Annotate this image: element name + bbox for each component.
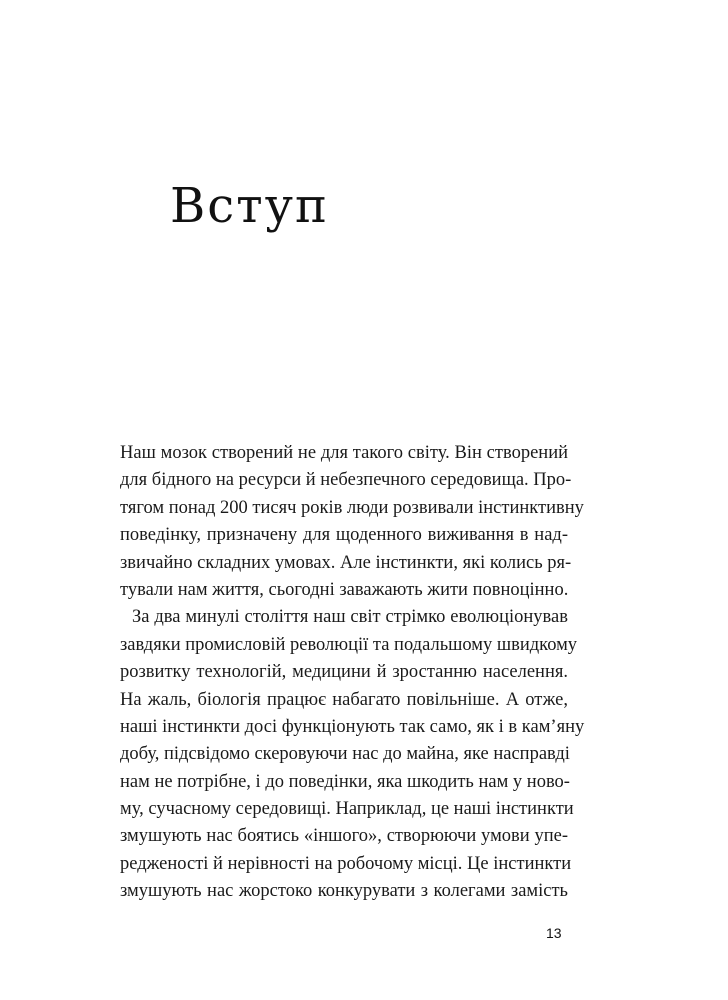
body-text	[120, 440, 585, 906]
text-line: поведінку, призначену для щоденного виживання в над-	[120, 525, 568, 546]
chapter-title: Вступ	[170, 178, 329, 234]
text-line: для бідного на ресурси й небезпечного середовища. Про-	[120, 470, 572, 491]
text-line: нам не потрібне, і до поведінки, яка шкодить нам у ново-	[120, 771, 570, 792]
text-line: наші інстинкти досі функціонують так само, як і в кам’яну	[120, 716, 585, 737]
text-line: розвитку технологій, медицини й зростанню населення.	[120, 662, 568, 683]
text-line: добу, підсвідомо скеровуючи нас до майна, яке насправді	[120, 744, 570, 765]
text-line: За два минулі століття наш світ стрімко еволюціонував	[132, 607, 568, 628]
text-line: змушують нас жорстоко конкурувати з колегами замість	[120, 881, 568, 902]
text-line: На жаль, біологія працює набагато повільніше. А отже,	[120, 689, 568, 710]
text-line: редженості й нерівності на робочому місці. Це інстинкти	[120, 853, 572, 874]
text-line: Наш мозок створений не для такого світу. Він створений	[120, 443, 568, 463]
text-line: тували нам життя, сьогодні заважають жити повноцінно.	[120, 579, 569, 600]
text-line: завдяки промисловій революції та подальшому швидкому	[120, 634, 578, 655]
text-line: звичайно складних умовах. Але інстинкти, які колись ря-	[120, 552, 572, 573]
page-number: 13	[546, 925, 562, 941]
text-line: змушують нас боятись «іншого», створюючи умови упе-	[120, 826, 568, 847]
text-line: тягом понад 200 тисяч років люди розвивали інстинктивну	[120, 497, 584, 518]
text-line: му, сучасному середовищі. Наприклад, це наші інстинкти	[120, 799, 574, 820]
